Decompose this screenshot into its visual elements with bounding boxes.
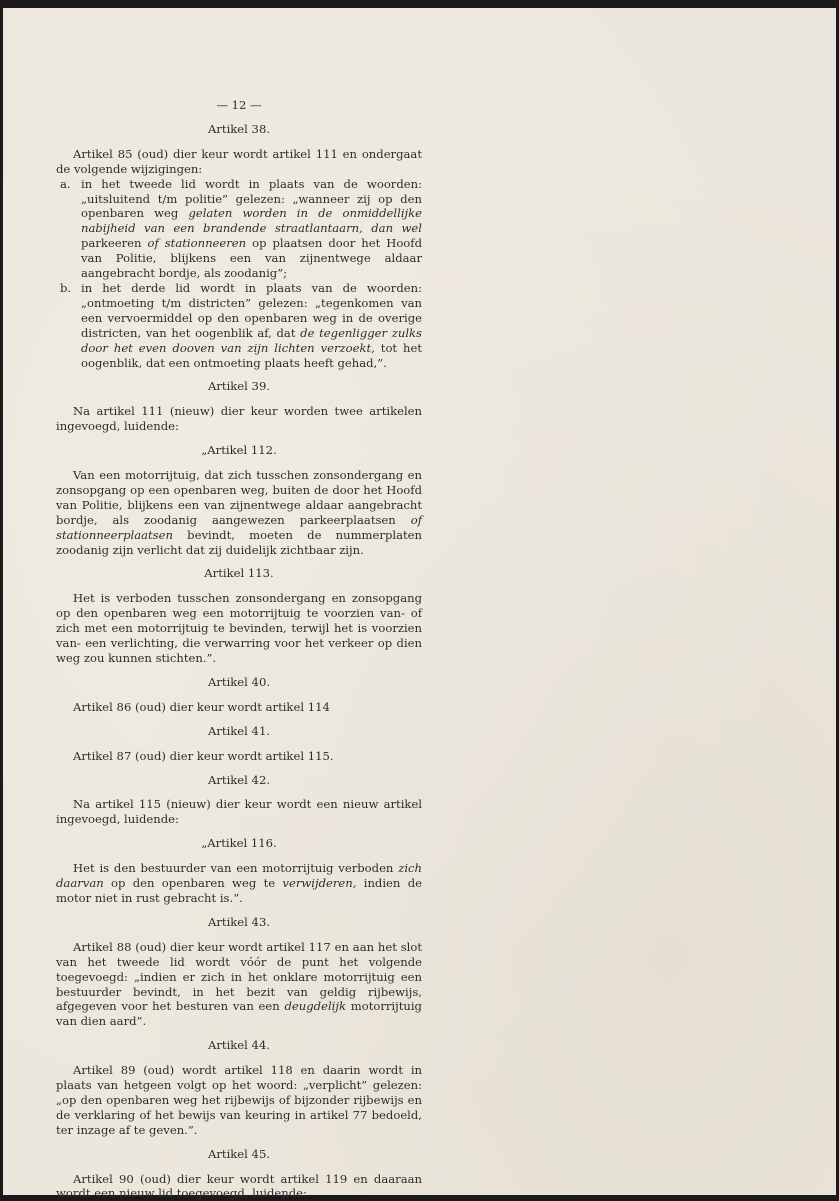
list-item: b. in het derde lid wordt in plaats van de woorden: „ontmoeting t/m districten” gelezen: „tegenkomen van een vervoermiddel op den openbaren weg in de overige districten, van het oogenblik af, dat de tegenligger zulks door het even dooven van zijn lichten verzoekt, tot het oogenblik, dat een ontmoeting plaats heeft gehad,”. (60, 280, 423, 370)
article-heading: Artikel 40. (208, 674, 270, 689)
article-heading: Artikel 44. (208, 1038, 270, 1053)
paragraph: Artikel 86 (oud) dier keur wordt artikel 114 (73, 699, 330, 714)
paragraph: Na artikel 111 (nieuw) dier keur worden twee artikelen ingevoegd, luidende: (56, 404, 422, 434)
article-heading: Artikel 42. (208, 772, 270, 787)
sub-article-heading: Artikel 113. (204, 566, 274, 581)
list-marker: b. (60, 280, 72, 295)
paragraph: Na artikel 115 (nieuw) dier keur wordt een nieuw artikel ingevoegd, luidende: (56, 797, 422, 827)
paragraph: Van een motorrijtuig, dat zich tusschen zonsondergang en zonsopgang op een openbaren weg, buiten de door het Hoofd van Politie, blijkens een van zijnentwege aldaar aangebracht bordje, als zoodanig aangewezen parkeerplaatsen of stationneerplaatsen bevindt, moeten de nummerplaten zoodanig zijn verlicht dat zij duidelijk zichtbaar zijn. (56, 468, 422, 557)
article-heading: Artikel 41. (208, 723, 270, 738)
list-marker: a. (60, 176, 71, 191)
paragraph: Het is verboden tusschen zonsondergang en zonsopgang op den openbaren weg een motorrijtuig te voorzien van- of zich met een motorrijtuig te bevinden, terwijl het is voorzien van- een verlichting, die verwarring voor het verkeer op dien weg zou kunnen stichten.”. (56, 591, 422, 665)
paragraph: Het is den bestuurder van een motorrijtuig verboden zich daarvan op den openbaren weg te verwijderen, indien de motor niet in rust gebracht is.”. (56, 861, 422, 905)
document-page (3, 8, 836, 1201)
sub-article-heading: „Artikel 112. (201, 443, 277, 458)
article-heading: Artikel 39. (208, 379, 270, 394)
paragraph: Artikel 88 (oud) dier keur wordt artikel 117 en aan het slot van het tweede lid wordt vóór de punt het volgende toegevoegd: „indien er zich in het onklare motorrijtuig een bestuurder bevindt, in het bezit van geldig rijbewijs, afgegeven voor het besturen van een deugdelijk motorrijtuig van dien aard”. (56, 939, 422, 1029)
paragraph: Artikel 85 (oud) dier keur wordt artikel 111 en ondergaat de volgende wijzigingen: (56, 146, 422, 176)
article-heading: Artikel 38. (208, 121, 270, 136)
list-item: a. in het tweede lid wordt in plaats van de woorden: „uitsluitend t/m politie” gelezen: „wanneer zij op den openbaren weg gelaten worden in de onmiddellijke nabijheid van een brandende straatlantaarn, dan wel parkeeren of stationneeren op plaatsen door het Hoofd van Politie, blijkens een van zijnentwege aldaar aangebracht bordje, als zoodanig”; (60, 176, 423, 281)
document-body (56, 98, 422, 1201)
article-heading: Artikel 45. (208, 1146, 270, 1161)
page-number: — 12 — (216, 98, 262, 112)
paragraph: Artikel 89 (oud) wordt artikel 118 en daarin wordt in plaats van hetgeen volgt op het woord: „verplicht” gelezen: „op den openbaren weg het rijbewijs of bijzonder rijbewijs en de verklaring of het bewijs van keuring in artikel 77 bedoeld, ter inzage af te geven.”. (56, 1063, 422, 1137)
sub-article-heading: „Artikel 116. (201, 836, 277, 851)
paragraph: Artikel 87 (oud) dier keur wordt artikel 115. (73, 748, 334, 763)
paragraph: Artikel 90 (oud) dier keur wordt artikel 119 en daaraan wordt een nieuw lid toegevoegd, luidende: (56, 1171, 422, 1201)
article-heading: Artikel 43. (208, 914, 270, 929)
